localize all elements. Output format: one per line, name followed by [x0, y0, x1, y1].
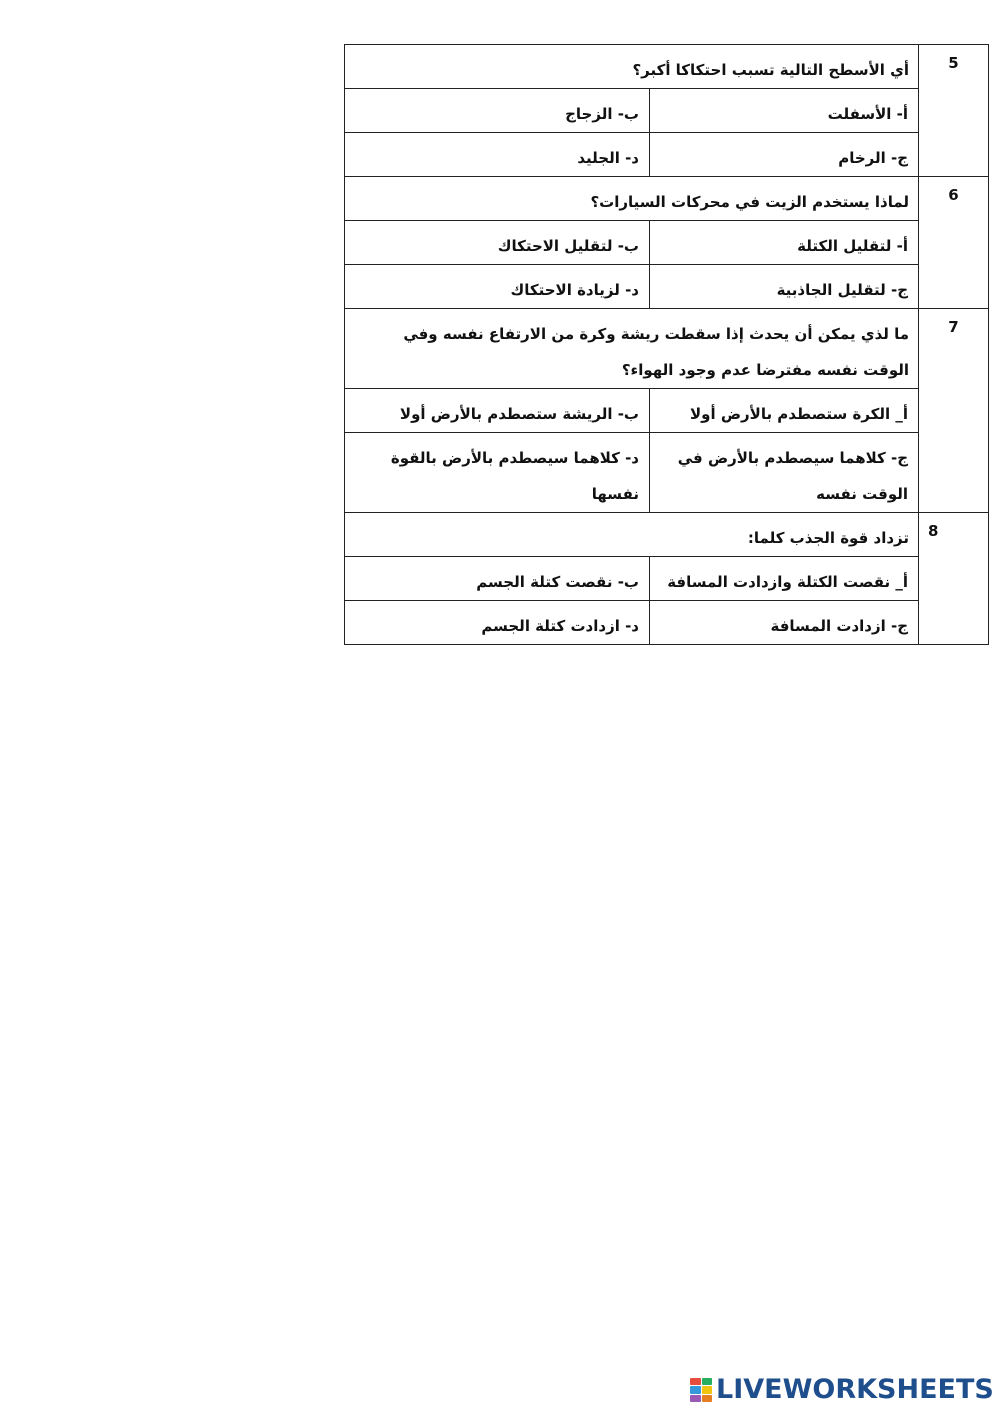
liveworksheets-logo: [690, 1374, 994, 1406]
option-d[interactable]: د- لزيادة الاحتكاك: [345, 265, 650, 309]
option-b[interactable]: ب- الزجاج: [345, 89, 650, 133]
option-b[interactable]: ب- لتقليل الاحتكاك: [345, 221, 650, 265]
option-d[interactable]: د- الجليد: [345, 133, 650, 177]
question-number: 6: [919, 177, 989, 309]
quiz-table: [344, 44, 989, 645]
option-a[interactable]: أ_ الكرة ستصطدم بالأرض أولا: [650, 389, 919, 433]
options-row: [345, 133, 989, 177]
options-row: [345, 601, 989, 645]
option-c[interactable]: ج- ازدادت المسافة: [650, 601, 919, 645]
option-d[interactable]: د- ازدادت كتلة الجسم: [345, 601, 650, 645]
option-a[interactable]: أ- لتقليل الكتلة: [650, 221, 919, 265]
question-row: [345, 309, 989, 389]
options-row: [345, 389, 989, 433]
option-c[interactable]: ج- لتقليل الجاذبية: [650, 265, 919, 309]
option-d[interactable]: د- كلاهما سيصطدم بالأرض بالقوة نفسها: [345, 433, 650, 513]
question-text: تزداد قوة الجذب كلما:: [345, 513, 919, 557]
option-b[interactable]: ب- نقصت كتلة الجسم: [345, 557, 650, 601]
question-text: أي الأسطح التالية تسبب احتكاكا أكبر؟: [345, 45, 919, 89]
option-a[interactable]: أ_ نقصت الكتلة وازدادت المسافة: [650, 557, 919, 601]
question-row: [345, 45, 989, 89]
options-row: [345, 557, 989, 601]
options-row: [345, 89, 989, 133]
options-row: [345, 265, 989, 309]
option-c[interactable]: ج- الرخام: [650, 133, 919, 177]
options-row: [345, 433, 989, 513]
option-b[interactable]: ب- الريشة ستصطدم بالأرض أولا: [345, 389, 650, 433]
option-a[interactable]: أ- الأسفلت: [650, 89, 919, 133]
question-text: لماذا يستخدم الزيت في محركات السيارات؟: [345, 177, 919, 221]
question-row: [345, 177, 989, 221]
question-number: 7: [919, 309, 989, 513]
option-c[interactable]: ج- كلاهما سيصطدم بالأرض في الوقت نفسه: [650, 433, 919, 513]
question-number: 8: [919, 513, 989, 645]
question-number: 5: [919, 45, 989, 177]
liveworksheets-icon: [690, 1378, 712, 1402]
question-text: ما لذي يمكن أن يحدث إذا سقطت ريشة وكرة من الارتفاع نفسه وفي الوقت نفسه مفترضا عدم وجود الهواء؟: [345, 309, 919, 389]
options-row: [345, 221, 989, 265]
question-row: [345, 513, 989, 557]
brand-name: LIVEWORKSHEETS: [716, 1374, 994, 1405]
